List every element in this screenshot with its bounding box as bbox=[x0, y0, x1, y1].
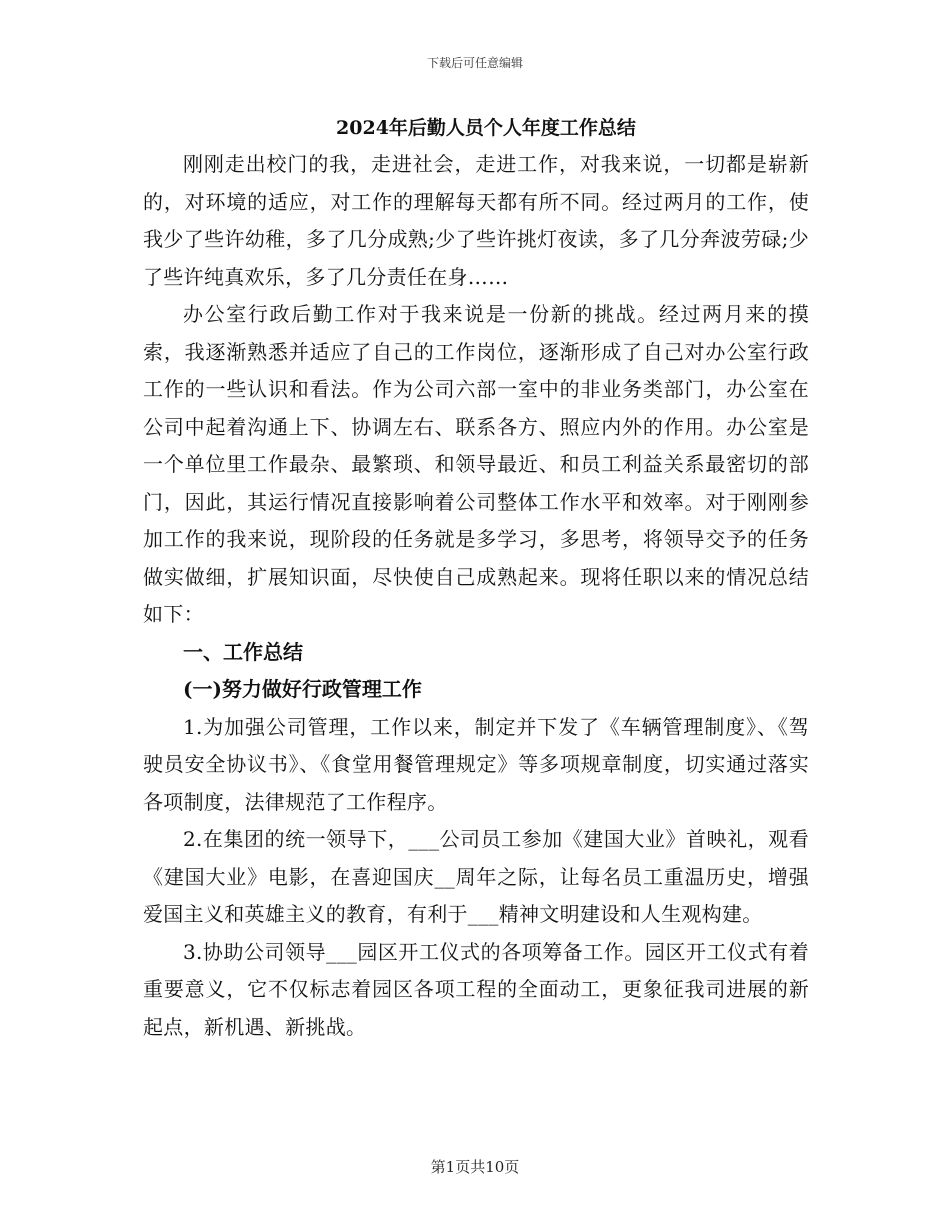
subsection-heading-admin: (一)努力做好行政管理工作 bbox=[183, 677, 422, 701]
paragraph-item-2: 2.在集团的统一领导下，___公司员工参加《建国大业》首映礼，观看《建国大业》电影，在喜迎国庆__周年之际，让每名员工重温历史，增强爱国主义和英雄主义的教育，有利于___精神文明建设和人生观构建。 bbox=[143, 827, 809, 926]
document-body bbox=[143, 110, 809, 1046]
section-heading-work-summary: 一、工作总结 bbox=[183, 639, 303, 664]
document-title: 2024年后勤人员个人年度工作总结 bbox=[336, 117, 636, 139]
paragraph-intro: 刚刚走出校门的我，走进社会，走进工作，对我来说，一切都是崭新的，对环境的适应，对工作的理解每天都有所不同。经过两月的工作，使我少了些许幼稚，多了几分成熟;少了些许挑灯夜读，多了几分奔波劳碌;少了些许纯真欢乐，多了几分责任在身…… bbox=[143, 152, 809, 289]
paragraph-office-challenge: 办公室行政后勤工作对于我来说是一份新的挑战。经过两月来的摸索，我逐渐熟悉并适应了自己的工作岗位，逐渐形成了自己对办公室行政工作的一些认识和看法。作为公司六部一室中的非业务类部门，办公室在公司中起着沟通上下、协调左右、联系各方、照应内外的作用。办公室是一个单位里工作最杂、最繁琐、和领导最近、和员工利益关系最密切的部门，因此，其运行情况直接影响着公司整体工作水平和效率。对于刚刚参加工作的我来说，现阶段的任务就是多学习，多思考，将领导交予的任务做实做细，扩展知识面，尽快使自己成熟起来。现将任职以来的情况总结如下： bbox=[143, 302, 809, 626]
paragraph-item-1: 1.为加强公司管理，工作以来，制定并下发了《车辆管理制度》、《驾驶员安全协议书》、《食堂用餐管理规定》等多项规章制度，切实通过落实各项制度，法律规范了工作程序。 bbox=[143, 714, 809, 814]
page-number-footer: 第1页共10页 bbox=[430, 1158, 520, 1176]
header-note: 下载后可任意编辑 bbox=[426, 56, 523, 70]
paragraph-item-3: 3.协助公司领导___园区开工仪式的各项筹备工作。园区开工仪式有着重要意义，它不仅标志着园区各项工程的全面动工，更象征我司进展的新起点，新机遇、新挑战。 bbox=[143, 939, 809, 1039]
